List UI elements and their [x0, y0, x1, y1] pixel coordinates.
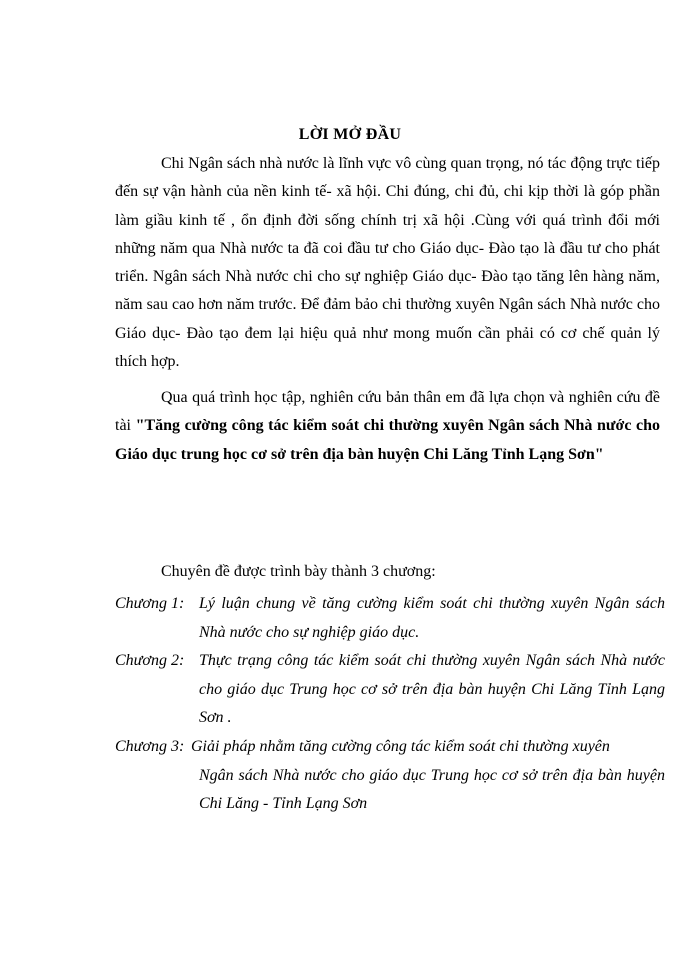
chapter-3-body	[191, 733, 665, 819]
topic-intro-text: Qua quá trình học tập, nghiên cứu bản thân em đã lựa chọn và nghiên cứu đề tài	[115, 389, 660, 435]
chapter-1-text: Lý luận chung về tăng cường kiểm soát chi thường xuyên Ngân sách Nhà nước cho sự nghiệp giáo dục.	[199, 595, 665, 641]
topic-paragraph	[115, 384, 660, 469]
intro-paragraph: Chi Ngân sách nhà nước là lĩnh vực vô cùng quan trọng, nó tác động trực tiếp đến sự vận hành của nền kinh tế- xã hội. Chi đúng, chi đủ, chi kịp thời là góp phần làm giầu kinh tế , ổn định đời sống chính trị xã hội .Cùng với quá trình đổi mới những năm qua Nhà nước ta đã coi đầu tư cho Giáo dục- Đào tạo là đầu tư cho phát triển. Ngân sách Nhà nước chi cho sự nghiệp Giáo dục- Đào tạo tăng lên hàng năm, năm sau cao hơn năm trước. Để đảm bảo chi thường xuyên Ngân sách Nhà nước cho Giáo dục- Đào tạo đem lại hiệu quả như mong muốn cần phải có cơ chế quản lý thích hợp.	[115, 155, 660, 371]
chapter-1-label: Chương 1:	[115, 595, 185, 612]
topic-title-text: "Tăng cường công tác kiểm soát chi thường xuyên Ngân sách Nhà nước cho Giáo dục trung học cơ sở trên địa bàn huyện Chi Lăng Tỉnh Lạng Sơn"	[115, 417, 660, 463]
chapter-2-label: Chương 2:	[115, 652, 185, 669]
chapter-3-text-first: Giải pháp nhằm tăng cường công tác kiểm soát chi thường xuyên	[191, 738, 610, 755]
chapter-1	[115, 590, 665, 647]
chapter-3	[115, 733, 665, 819]
chapters-intro: Chuyên đề được trình bày thành 3 chương:	[161, 563, 436, 580]
chapter-3-label: Chương 3:	[115, 738, 185, 755]
page-title: LỜI MỞ ĐẦU	[298, 126, 402, 143]
chapter-3-text-rest: Ngân sách Nhà nước cho giáo dục Trung học cơ sở trên địa bàn huyện Chi Lăng - Tỉnh Lạng Sơn	[199, 766, 665, 812]
chapter-2	[115, 647, 665, 733]
chapter-2-text: Thực trạng công tác kiểm soát chi thường xuyên Ngân sách Nhà nước cho giáo dục Trung học cơ sở trên địa bàn huyện Chi Lăng Tỉnh Lạng Sơn .	[199, 652, 665, 726]
